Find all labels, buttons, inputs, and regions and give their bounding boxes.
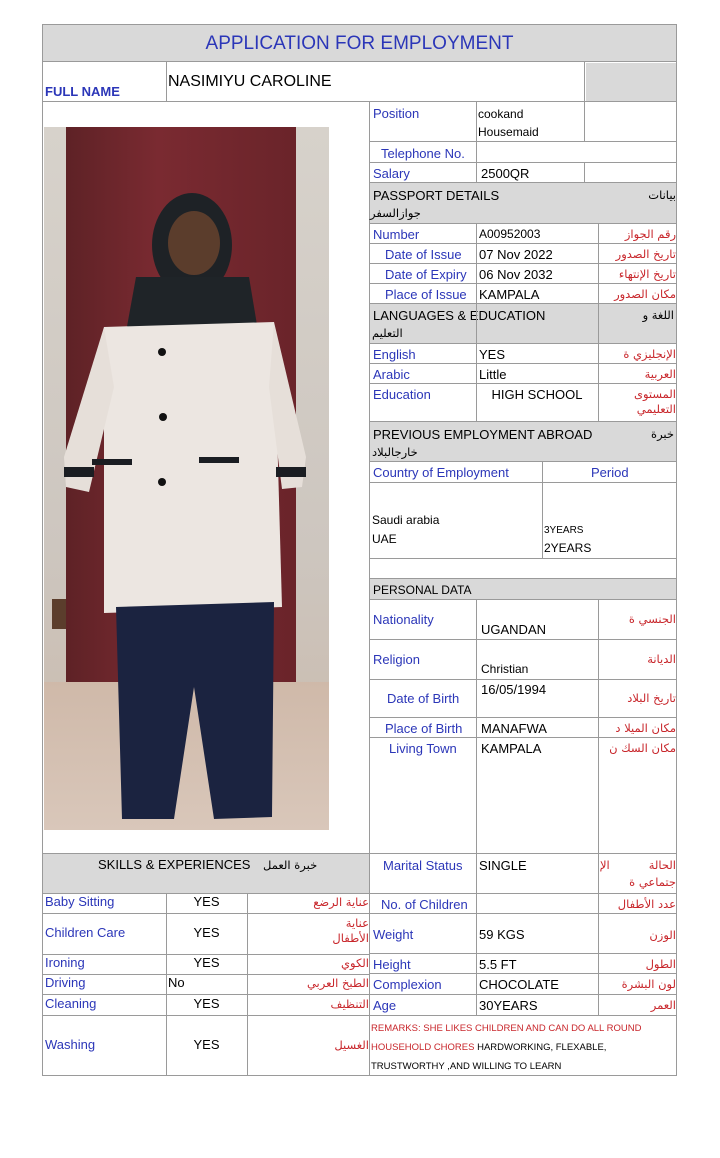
age-ar: العمر bbox=[650, 998, 676, 1012]
town-value: KAMPALA bbox=[481, 741, 542, 756]
skill-row-label: Ironing bbox=[45, 955, 85, 970]
country-1: Saudi arabia bbox=[372, 513, 440, 527]
dob-label: Date of Birth bbox=[387, 691, 460, 706]
skill-row-ar: الغسيل bbox=[334, 1038, 369, 1052]
telephone-value bbox=[478, 144, 484, 148]
remarks-line-3: TRUSTWORTHY ,AND WILLING TO LEARN bbox=[371, 1061, 562, 1072]
languages-header-label: LANGUAGES & EDUCATION bbox=[373, 308, 546, 323]
marital-label: Marital Status bbox=[383, 858, 463, 873]
children-label: No. of Children bbox=[381, 897, 468, 912]
skill-row-ar: التنظيف bbox=[330, 997, 369, 1011]
passport-row-ar: تاريخ الإنتهاء bbox=[618, 267, 676, 281]
country-label: Country of Employment bbox=[373, 465, 509, 480]
remarks-line-2: HARDWORKING, FLEXABLE, bbox=[474, 1042, 607, 1053]
passport-row-value: KAMPALA bbox=[479, 287, 540, 302]
skill-row-value: YES bbox=[193, 955, 220, 970]
language-row-label: English bbox=[373, 347, 416, 362]
language-row-ar: المستوى التعليمي bbox=[633, 387, 676, 416]
language-row-value: HIGH SCHOOL bbox=[491, 387, 583, 402]
passport-row-label: Number bbox=[373, 227, 420, 242]
language-row-label: Arabic bbox=[373, 367, 410, 382]
passport-row-label: Date of Expiry bbox=[385, 267, 467, 282]
pob-value: MANAFWA bbox=[481, 721, 547, 736]
language-row-value: YES bbox=[479, 347, 506, 362]
employment-header-label: PREVIOUS EMPLOYMENT ABROAD bbox=[373, 427, 593, 442]
skill-row-value: No bbox=[168, 975, 185, 990]
religion-value: Christian bbox=[481, 662, 529, 676]
dob-ar: تاريخ البلاد bbox=[627, 691, 676, 705]
applicant-photo bbox=[44, 127, 329, 830]
position-value: cookand Housemaid bbox=[478, 107, 539, 139]
height-ar: الطول bbox=[645, 957, 676, 971]
age-value: 30YEARS bbox=[479, 998, 538, 1013]
passport-header-label: PASSPORT DETAILS bbox=[373, 188, 500, 203]
divider bbox=[584, 163, 585, 183]
language-row-ar: الإنجليزي ة bbox=[623, 347, 676, 361]
divider bbox=[166, 893, 167, 1076]
complexion-value: CHOCOLATE bbox=[479, 977, 559, 992]
skill-row-ar: الكوي bbox=[341, 956, 369, 970]
skill-row-ar: عناية الأطفال bbox=[332, 916, 369, 945]
language-row-value: Little bbox=[479, 367, 507, 382]
passport-row-value: A00952003 bbox=[479, 227, 541, 241]
skill-row-label: Baby Sitting bbox=[45, 894, 115, 909]
passport-row-label: Place of Issue bbox=[385, 287, 467, 302]
town-label: Living Town bbox=[389, 741, 457, 756]
country-2: UAE bbox=[372, 532, 397, 546]
weight-label: Weight bbox=[373, 927, 414, 942]
skill-row-label: Driving bbox=[45, 975, 86, 990]
dob-value: 16/05/1994 bbox=[481, 682, 547, 697]
town-ar: مكان السك ن bbox=[609, 741, 676, 755]
children-value bbox=[478, 895, 484, 899]
height-value: 5.5 FT bbox=[479, 957, 517, 972]
spacer-row bbox=[370, 559, 676, 579]
remarks-line-1: REMARKS: SHE LIKES CHILDREN AND CAN DO ALL ROUND bbox=[371, 1023, 642, 1034]
complexion-ar: لون البشرة bbox=[621, 977, 676, 991]
telephone-label: Telephone No. bbox=[381, 146, 465, 161]
skill-row-label: Washing bbox=[45, 1037, 96, 1052]
age-label: Age bbox=[373, 998, 397, 1013]
divider bbox=[476, 163, 477, 183]
full-name-value: NASIMIYU CAROLINE bbox=[168, 73, 332, 90]
skill-row-value: YES bbox=[193, 1037, 220, 1052]
person-figure-icon bbox=[44, 127, 329, 830]
passport-row-value: 07 Nov 2022 bbox=[479, 247, 553, 262]
complexion-label: Complexion bbox=[373, 977, 442, 992]
skill-row-label: Cleaning bbox=[45, 996, 97, 1011]
religion-label: Religion bbox=[373, 652, 420, 667]
divider bbox=[598, 600, 599, 854]
skills-header-ar: خبرة العمل bbox=[263, 858, 318, 872]
weight-value: 59 KGS bbox=[479, 927, 525, 942]
skill-row-ar: الطبخ العربي bbox=[306, 976, 369, 990]
passport-row-ar: تاريخ الصدور bbox=[615, 247, 676, 261]
language-row-label: Education bbox=[373, 387, 431, 402]
children-ar: عدد الأطفال bbox=[617, 897, 676, 911]
remarks-line-2-highlight: HOUSEHOLD CHORES bbox=[371, 1042, 475, 1053]
skill-row-value: YES bbox=[193, 894, 220, 909]
position-label: Position bbox=[373, 106, 420, 121]
nationality-ar: الجنسي ة bbox=[628, 612, 676, 626]
full-name-label: FULL NAME bbox=[45, 84, 120, 99]
page-title: APPLICATION FOR EMPLOYMENT bbox=[43, 25, 676, 62]
divider bbox=[247, 893, 248, 1076]
passport-row-ar: مكان الصدور bbox=[614, 287, 676, 301]
full-name-filler bbox=[586, 63, 676, 101]
period-1: 3YEARS bbox=[544, 525, 584, 536]
salary-value: 2500QR bbox=[481, 166, 530, 181]
period-label: Period bbox=[591, 465, 629, 480]
pob-ar: مكان الميلا د bbox=[615, 721, 676, 735]
language-row-ar: العربية bbox=[644, 367, 676, 381]
skill-row-label: Children Care bbox=[45, 925, 126, 940]
passport-row-ar: رقم الجواز bbox=[624, 227, 676, 241]
remarks bbox=[371, 1019, 676, 1076]
marital-value: SINGLE bbox=[479, 858, 527, 873]
skill-row-value: YES bbox=[193, 925, 220, 940]
passport-row-value: 06 Nov 2032 bbox=[479, 267, 553, 282]
weight-ar: الوزن bbox=[649, 928, 676, 942]
skills-header-label: SKILLS & EXPERIENCES bbox=[98, 857, 251, 872]
skill-row-ar: عناية الرضع bbox=[313, 895, 369, 909]
divider bbox=[476, 600, 477, 854]
passport-row-label: Date of Issue bbox=[385, 247, 462, 262]
divider bbox=[476, 142, 477, 163]
right-column: Position cookand Housemaid Telephone No. Salary 2500QR PASSPORT DETAILS بيانات جوازالسفر LANGUAGES & EDUCATION اللغة و التعليم PREVIOUS EMPLOYMENT ABROAD خبرة خارجالبلاد Country of Employment Period Saudi arabia UAE 3YEARS 2YEARS PERSONAL DATA Nationality UGANDAN الجنسي ة Religion Christian الديانة Date of Birth 16/05/1994 تاريخ البلاد Place of Birth MANAFWA مكان الميلا د Living Town KAMPALA مكان السك ن Number A00952003 رقم الجواز Date of Issue 07 Nov 2022 تاريخ الصدور Date of Expiry 06 Nov 2032 تاريخ الإنتهاء Place of Issue KAMPALA مكان الصدور English YES الإنجليزي ة Arabic Little العربية Education HIGH SCHOOL المستوى التعليمي bbox=[370, 102, 676, 854]
divider bbox=[584, 102, 585, 142]
pob-label: Place of Birth bbox=[385, 721, 463, 736]
height-label: Height bbox=[373, 957, 411, 972]
nationality-value: UGANDAN bbox=[481, 622, 547, 637]
period-2: 2YEARS bbox=[544, 541, 592, 555]
nationality-label: Nationality bbox=[373, 612, 434, 627]
divider bbox=[476, 102, 477, 142]
personal-header-label: PERSONAL DATA bbox=[373, 583, 472, 597]
marital-ar: الحالة الإ جتماعي ة bbox=[600, 858, 676, 889]
salary-label: Salary bbox=[373, 166, 410, 181]
skill-row-value: YES bbox=[193, 996, 220, 1011]
religion-ar: الديانة bbox=[647, 652, 676, 666]
